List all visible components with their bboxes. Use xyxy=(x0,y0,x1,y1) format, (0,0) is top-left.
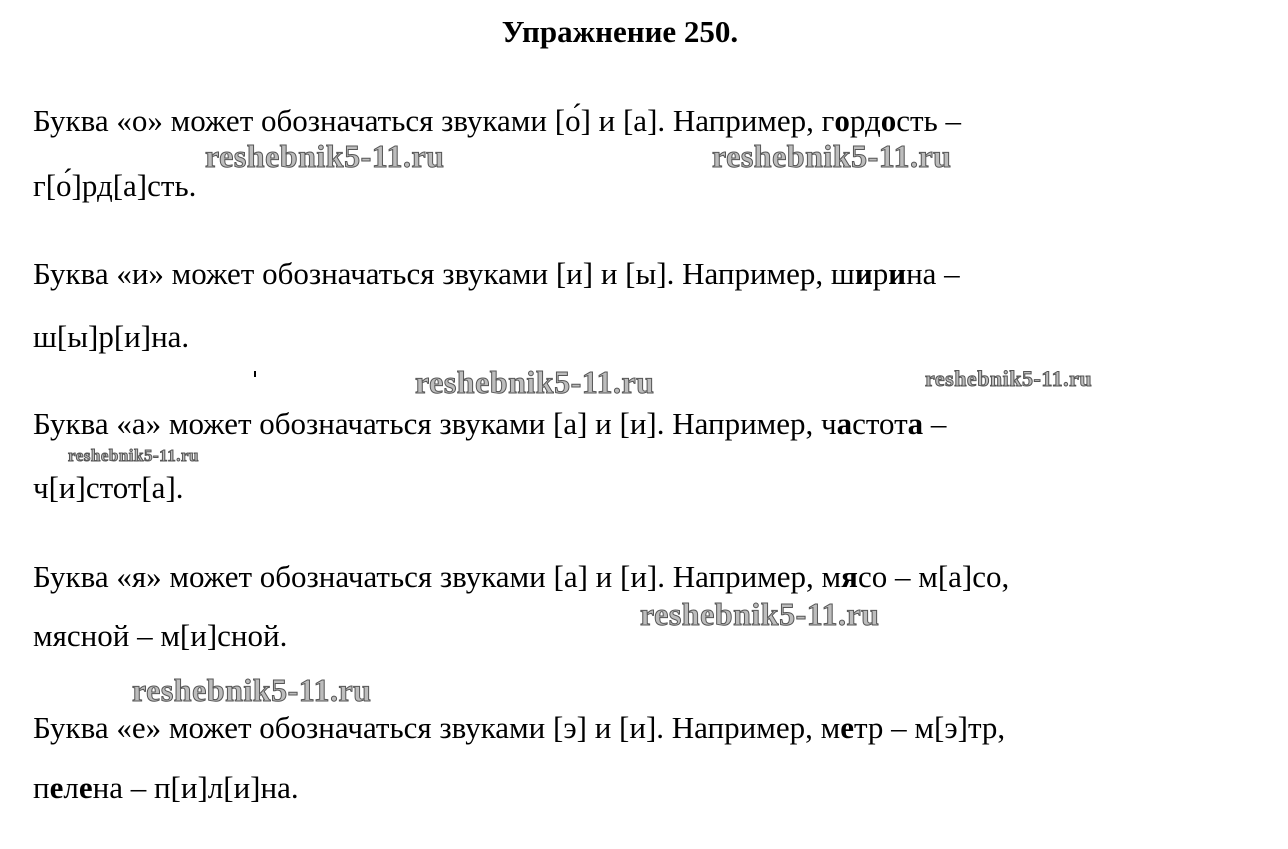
bold-letter: я xyxy=(841,559,858,594)
watermark: reshebnik5-11.ru xyxy=(68,446,199,465)
text-run: сть – xyxy=(896,103,961,138)
text-run: на – п[и]л[и]на. xyxy=(92,770,299,805)
text-run: со – м[а]со, xyxy=(857,559,1010,594)
text-run: Буква «о» может обозначаться звуками [о́] и [а]. Например, г xyxy=(33,103,835,138)
paragraph-o-line-1 xyxy=(33,99,961,143)
bold-letter: о xyxy=(880,103,897,138)
text-run: – xyxy=(923,406,947,441)
paragraph-a-line-2 xyxy=(33,466,184,510)
bold-letter: е xyxy=(78,770,93,805)
text-run: рд xyxy=(849,103,881,138)
watermark: reshebnik5-11.ru xyxy=(205,138,445,174)
text-run: ш[ы]р[и]на. xyxy=(33,319,190,354)
text-run: стот xyxy=(852,406,908,441)
bold-letter: о xyxy=(834,103,850,138)
text-run: Буква «я» может обозначаться звуками [а] и [и]. Например, м xyxy=(33,559,842,594)
bold-letter: а xyxy=(836,406,853,441)
bold-letter: и xyxy=(888,256,907,291)
text-run: Буква «а» может обозначаться звуками [а] и [и]. Например, ч xyxy=(33,406,837,441)
bold-letter: е xyxy=(840,710,854,745)
watermark: reshebnik5-11.ru xyxy=(925,366,1093,391)
text-run: мясной – м[и]сной. xyxy=(33,618,288,653)
paragraph-i-line-2 xyxy=(33,315,189,359)
stray-mark xyxy=(254,371,256,377)
text-run: л xyxy=(63,770,79,805)
paragraph-ya-line-2 xyxy=(33,614,287,658)
bold-letter: и xyxy=(854,256,873,291)
watermark: reshebnik5-11.ru xyxy=(415,364,655,400)
paragraph-e-line-1 xyxy=(33,706,1005,750)
text-run: на – xyxy=(906,256,960,291)
paragraph-a-line-1 xyxy=(33,402,946,446)
watermark: reshebnik5-11.ru xyxy=(640,596,880,632)
text-run: Буква «и» может обозначаться звуками [и] и [ы]. Например, ш xyxy=(33,256,855,291)
watermark: reshebnik5-11.ru xyxy=(132,672,372,708)
text-run: г[о́]рд[а]сть. xyxy=(33,168,197,203)
paragraph-e-line-2 xyxy=(33,766,299,810)
paragraph-ya-line-1 xyxy=(33,555,1009,599)
bold-letter: а xyxy=(907,406,924,441)
paragraph-i-line-1 xyxy=(33,252,960,296)
text-run: п xyxy=(33,770,50,805)
paragraph-o-line-2 xyxy=(33,164,196,208)
text-run: тр – м[э]тр, xyxy=(853,710,1006,745)
bold-letter: е xyxy=(49,770,64,805)
watermark: reshebnik5-11.ru xyxy=(712,138,952,174)
text-run: р xyxy=(872,256,889,291)
exercise-title: Упражнение 250. xyxy=(501,14,739,49)
text-run: Буква «е» может обозначаться звуками [э] и [и]. Например, м xyxy=(33,710,841,745)
text-run: ч[и]стот[а]. xyxy=(33,470,184,505)
